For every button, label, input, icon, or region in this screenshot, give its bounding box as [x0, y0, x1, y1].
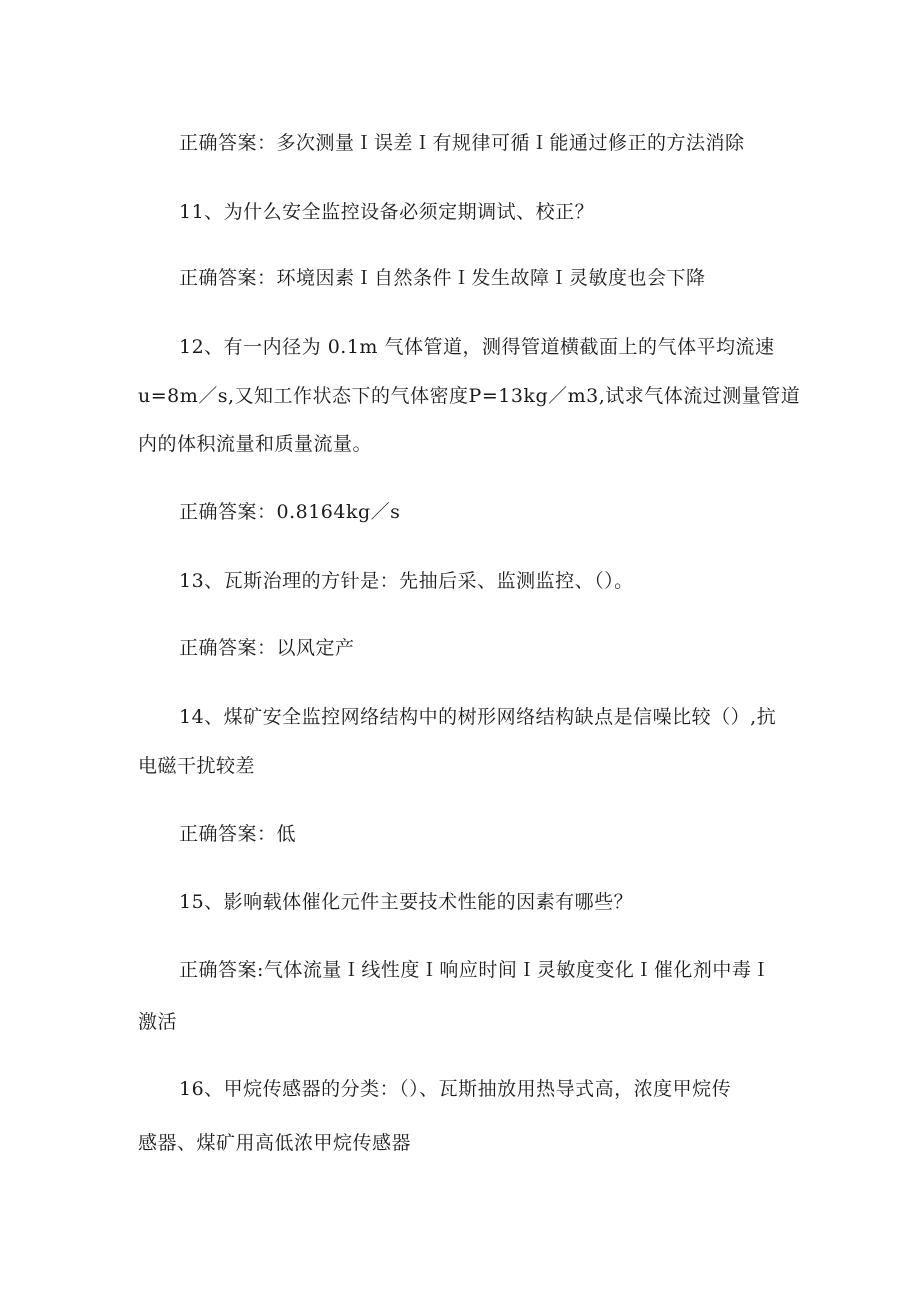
- question-line: 16、甲烷传感器的分类：（）、瓦斯抽放用热导式高，浓度甲烷传: [179, 1078, 732, 1100]
- question-line: 14、煤矿安全监控网络结构中的树形网络结构缺点是信噪比较（）,抗: [179, 706, 777, 728]
- question-line: u=8m／s,又知工作状态下的气体密度P=13kg／m3,试求气体流过测量管道: [138, 385, 801, 407]
- answer-line: 正确答案：多次测量Ｉ误差Ｉ有规律可循Ｉ能通过修正的方法消除: [179, 132, 745, 154]
- answer-line: 激活: [138, 1011, 178, 1033]
- answer-line: 正确答案：低: [179, 823, 297, 845]
- question-line: 感器、煤矿用高低浓甲烷传感器: [138, 1132, 412, 1154]
- answer-line: 正确答案：环境因素Ｉ自然条件Ｉ发生故障Ｉ灵敏度也会下降: [179, 267, 706, 289]
- question-line: 12、有一内径为 0.1m 气体管道，测得管道横截面上的气体平均流速: [179, 336, 775, 358]
- question-line: 电磁干扰较差: [138, 755, 256, 777]
- question-line: 内的体积流量和质量流量。: [138, 433, 373, 455]
- question-line: 13、瓦斯治理的方针是：先抽后采、监测监控、（）。: [179, 570, 634, 592]
- answer-line: 正确答案：以风定产: [179, 637, 355, 659]
- answer-line: 正确答案:气体流量Ｉ线性度Ｉ响应时间Ｉ灵敏度变化Ｉ催化剂中毒Ｉ: [179, 959, 771, 981]
- question-line: 15、影响载体催化元件主要技术性能的因素有哪些？: [179, 891, 634, 913]
- answer-line: 正确答案：0.8164kg／s: [179, 501, 401, 523]
- question-line: 11、为什么安全监控设备必须定期调试、校正？: [179, 201, 595, 223]
